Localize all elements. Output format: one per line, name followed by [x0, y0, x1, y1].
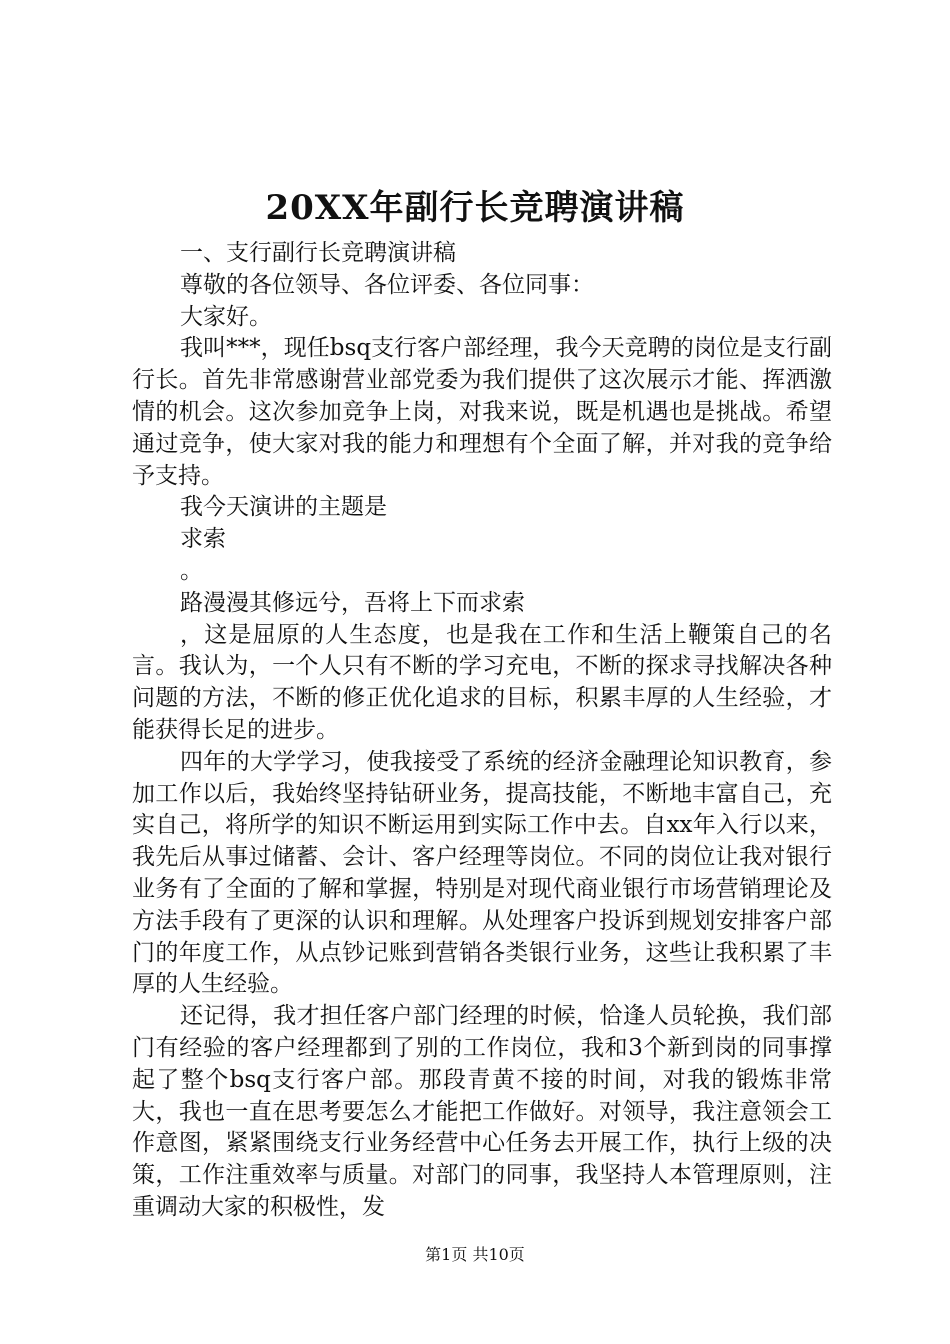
document-title: 20XX年副行长竞聘演讲稿 — [265, 188, 685, 228]
page-footer: 第1页 共10页 — [425, 1245, 525, 1264]
salutation: 尊敬的各位领导、各位评委、各位同事： — [180, 271, 594, 298]
greeting: 大家好。 — [180, 303, 272, 330]
paragraph-theme-line: 我今天演讲的主题是 — [180, 494, 387, 521]
paragraph-education: 四年的大学学习，使我接受了系统的经济金融理论知识教育，参加工作以后，我始终坚持钻研业务，提高技能，不断地丰富自己，充实自己，将所学的知识不断运用到实际工作中去。自xx年入行以来，我先后从事过储蓄、会计、客户经理等岗位。不同的岗位让我对银行业务有了全面的了解和掌握，特别是对现代商业银行市场营销理论及方法手段有了更深的认识和理解。从处理客户投诉到规划安排客户部门的年度工作，从点钞记账到营销各类银行业务，这些让我积累了丰厚的人生经验。 — [132, 748, 832, 998]
paragraph-experience: 还记得，我才担任客户部门经理的时候，恰逢人员轮换，我们部门有经验的客户经理都到了别的工作岗位，我和3个新到岗的同事撑起了整个bsq支行客户部。那段青黄不接的时间，对我的锻炼非常大，我也一直在思考要怎么才能把工作做好。对领导，我注意领会工作意图，紧紧围绕支行业务经营中心任务去开展工作，执行上级的决策，工作注重效率与质量。对部门的同事，我坚持人本管理原则，注重调动大家的积极性，发 — [132, 1003, 832, 1220]
paragraph-theme-word: 求索 — [180, 526, 226, 553]
paragraph-introduction: 我叫***，现任bsq支行客户部经理，我今天竞聘的岗位是支行副行长。首先非常感谢营业部党委为我们提供了这次展示才能、挥洒激情的机会。这次参加竞争上岗，对我来说，既是机遇也是挑战。希望通过竞争，使大家对我的能力和理想有个全面了解，并对我的竞争给予支持。 — [132, 335, 832, 489]
document-body — [132, 238, 832, 1224]
paragraph-theme-period: 。 — [180, 557, 203, 584]
section-heading: 一、支行副行长竞聘演讲稿 — [180, 240, 456, 266]
paragraph-quote: 路漫漫其修远兮，吾将上下而求索 — [180, 589, 525, 616]
paragraph-quote-explanation: ，这是屈原的人生态度，也是我在工作和生活上鞭策自己的名言。我认为，一个人只有不断的学习充电，不断的探求寻找解决各种问题的方法，不断的修正优化追求的目标，积累丰厚的人生经验，才能获得长足的进步。 — [132, 621, 832, 743]
